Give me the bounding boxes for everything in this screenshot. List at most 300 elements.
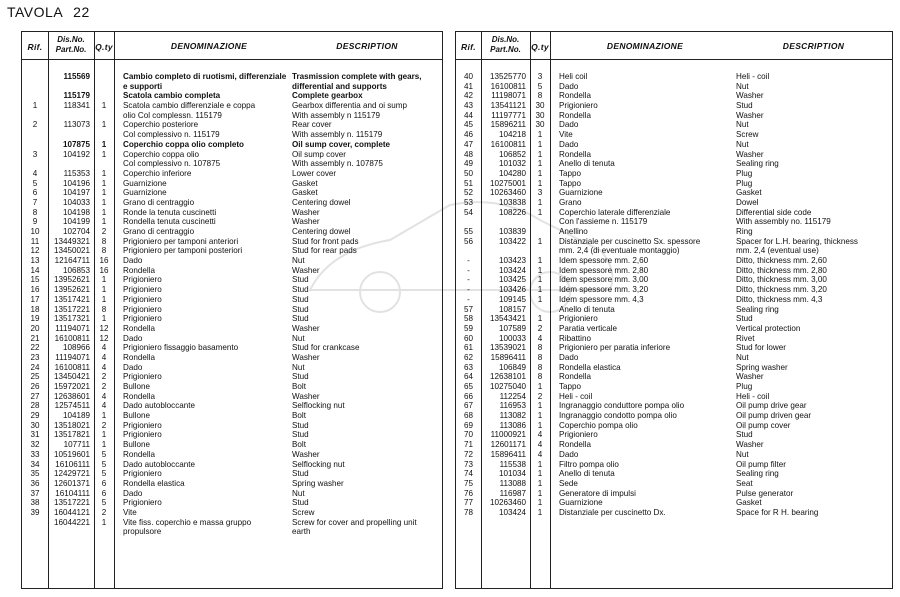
table-row [456,469,892,479]
cell-part: 13518021 [53,420,90,430]
table-row [22,411,442,421]
cell-description: Stud [292,420,309,430]
table-row [456,479,892,489]
cell-qty: 4 [537,440,543,450]
table-row [456,120,892,130]
cell-description: Heli - coil [736,72,770,81]
table-row [456,508,892,518]
cell-part: 16104111 [55,488,90,498]
cell-ref: 25 [30,372,40,382]
right-rows [456,72,892,518]
cell-part: 104218 [498,130,526,140]
cell-description: Spacer for L.H. bearing, thickness [736,236,858,246]
table-row [22,285,442,295]
cell-qty: 4 [537,333,543,343]
cell-part: 16100811 [54,362,90,372]
cell-denominazione: Col complessivo n. 107875 [123,159,221,169]
page-title-number: 22 [73,4,90,20]
table-row [22,498,442,508]
cell-qty: 8 [537,362,543,372]
cell-description: Oil pump driven gear [736,411,812,421]
cell-description: Nut [736,139,749,149]
cell-part: 15896211 [490,120,526,130]
table-row [456,295,892,305]
cell-qty: 2 [101,420,107,430]
cell-description: Nut [292,256,305,266]
cell-qty: 1 [537,149,543,159]
cell-ref: 17 [30,294,40,304]
cell-qty: 1 [537,382,543,391]
cell-part: 104189 [62,411,90,421]
cell-part: 100033 [498,333,526,343]
cell-denominazione: Guarnizione [123,188,167,198]
cell-ref: 73 [463,459,473,469]
cell-qty: 1 [101,440,107,450]
col-dis-top: Dis.No. [491,35,520,44]
cell-description: Ditto, thickness mm. 2,60 [736,256,827,266]
cell-denominazione: Rondella [123,265,155,275]
cell-ref: 14 [30,265,40,275]
cell-description: Nut [292,362,305,372]
cell-denominazione: Idem spessore mm. 2,80 [559,265,649,275]
cell-denominazione: propulsore [123,527,162,537]
table-row [22,72,442,82]
cell-ref: 9 [32,217,38,227]
table-row [22,518,442,528]
cell-ref: 23 [30,352,40,362]
cell-description: Washer [292,217,320,227]
table-row [22,440,442,450]
cell-qty: 8 [537,343,543,353]
col-denominazione: DENOMINAZIONE [606,41,684,51]
cell-ref: 30 [30,420,40,430]
cell-description: Nut [292,488,305,498]
cell-ref: 59 [463,323,473,333]
table-row [456,256,892,266]
cell-description: Ditto, thickness mm. 3,00 [736,275,827,285]
cell-ref: 39 [30,507,40,517]
cell-denominazione: Idem spessore mm. 3,20 [559,285,649,295]
table-row [456,285,892,295]
cell-qty: 4 [101,343,107,353]
cell-qty: 4 [537,430,543,440]
cell-denominazione: Heli - coil [559,391,593,401]
cell-qty: 30 [535,110,545,120]
cell-qty: 1 [101,139,107,149]
table-row [456,440,892,450]
cell-part: 13539021 [489,343,526,353]
cell-part: 101032 [498,159,526,169]
cell-ref: 8 [32,207,38,217]
col-part-bottom: Part.No. [55,45,87,54]
cell-part: 12638601 [53,391,90,401]
table-row [22,217,442,227]
cell-denominazione: mm. 2,4 (di eventuale montaggio) [559,246,680,256]
left-parts-table [21,31,443,589]
cell-part: 113073 [63,120,90,130]
cell-description: Complete gearbox [292,91,363,101]
cell-denominazione: Dado [559,120,579,130]
table-row [22,159,442,169]
cell-description: Gasket [736,498,762,508]
cell-denominazione: Prigioniero per paratia inferiore [559,343,671,353]
cell-qty: 1 [537,265,543,275]
page-title [7,4,100,20]
cell-ref: 76 [463,488,473,498]
cell-ref: 43 [463,101,473,111]
cell-qty: 1 [101,149,107,159]
cell-description: Stud [292,314,309,324]
cell-denominazione: Vite [559,130,573,140]
table-row [22,130,442,140]
cell-denominazione: Prigioniero [123,304,162,314]
cell-ref: 27 [30,391,40,401]
cell-denominazione: Prigioniero [559,101,598,111]
table-row [22,382,442,392]
cell-qty: 3 [537,188,543,198]
cell-qty: 1 [537,478,543,488]
col-description: DESCRIPTION [782,41,845,51]
cell-description: Stud for lower [736,343,786,353]
cell-denominazione: Bullone [123,440,151,450]
cell-denominazione: Sede [559,478,578,488]
cell-ref: 28 [30,401,40,411]
cell-denominazione: Ribattino [559,333,591,343]
cell-description: Screw [736,130,759,140]
cell-part: 12601371 [53,478,90,488]
cell-ref: 31 [30,430,40,440]
cell-description: Heli - coil [736,391,770,401]
table-row [22,246,442,256]
col-partno [48,35,94,55]
cell-description: Ditto, thickness mm. 3,20 [736,285,827,295]
cell-qty: 2 [101,372,107,382]
table-row [456,372,892,382]
cell-denominazione: Distanziale per cuscinetto Sx. spessore [559,236,701,246]
cell-part: 106853 [62,265,90,275]
cell-description: Stud [736,101,753,111]
cell-denominazione: Col complessivo n. 115179 [123,130,220,140]
cell-denominazione: Guarnizione [559,498,603,508]
cell-qty: 1 [101,275,107,285]
cell-denominazione: Dado [559,139,579,149]
cell-description: differential and supports [292,81,387,91]
cell-description: Washer [292,391,320,401]
cell-part: 10275001 [489,178,526,188]
cell-qty: 1 [101,517,107,527]
cell-denominazione: Coperchio posteriore [123,120,199,130]
cell-qty: 30 [535,101,545,111]
cell-description: Stud [292,304,309,314]
cell-description: Plug [736,382,753,391]
table-row [22,91,442,101]
cell-part: 15896411 [490,352,526,362]
table-row [456,266,892,276]
cell-part: 11197771 [491,110,526,120]
cell-description: Stud [292,294,309,304]
cell-description: Selflocking nut [292,459,345,469]
cell-qty: 1 [101,430,107,440]
cell-denominazione: Dado [559,81,579,91]
cell-qty: 1 [101,101,107,111]
cell-qty: 4 [101,362,107,372]
table-row [22,120,442,130]
table-row [456,382,892,392]
cell-denominazione: Tappo [559,382,582,391]
cell-part: 10275040 [489,382,526,391]
cell-part: 16044121 [53,507,90,517]
table-row [456,343,892,353]
cell-part: 10263460 [489,498,526,508]
table-row [456,305,892,315]
cell-qty: 1 [537,178,543,188]
cell-ref: 57 [463,304,473,314]
table-row [22,111,442,121]
table-row [22,489,442,499]
table-row [456,227,892,237]
cell-qty: 5 [101,459,107,469]
cell-ref: 54 [463,207,473,217]
cell-ref: 50 [463,168,473,178]
cell-denominazione: Grano [559,197,582,207]
cell-qty: 1 [537,498,543,508]
cell-ref: 44 [463,110,473,120]
cell-denominazione: Anellino [559,227,588,236]
table-row [22,150,442,160]
cell-description: Selflocking nut [292,401,345,411]
cell-part: 108966 [62,343,90,353]
cell-description: Gasket [292,188,318,198]
table-row [22,392,442,402]
cell-ref: - [467,294,470,304]
cell-ref: 69 [463,420,473,430]
cell-denominazione: Bullone [123,411,151,421]
cell-ref: 4 [32,168,38,178]
table-row [22,314,442,324]
cell-description: Gearbox differentia and oi sump [292,101,408,111]
cell-ref: 78 [463,507,473,517]
cell-ref: 29 [30,411,40,421]
cell-denominazione: Paratia verticale [559,323,618,333]
cell-description: mm. 2,4 (eventual use) [736,246,819,256]
table-row [456,82,892,92]
cell-part: 11194071 [55,323,90,333]
cell-qty: 1 [537,420,543,430]
cell-qty: 1 [101,197,107,207]
cell-description: Sealing ring [736,159,779,169]
cell-description: Screw for cover and propelling unit [292,517,417,527]
cell-ref: 52 [463,188,473,198]
cell-description: Stud for front pads [292,236,359,246]
cell-description: Pulse generator [736,488,794,498]
cell-description: Stud for crankcase [292,343,360,353]
cell-denominazione: Bullone [123,382,151,391]
cell-qty: 1 [537,256,543,266]
cell-qty: 1 [537,168,543,178]
cell-description: Lower cover [292,168,337,178]
table-row [456,246,892,256]
cell-ref: 34 [30,459,40,469]
cell-description: Stud [292,372,309,382]
cell-denominazione: Prigioniero [123,285,162,295]
cell-qty: 1 [101,411,107,421]
cell-description: Centering dowel [292,227,351,236]
cell-ref: 5 [32,178,38,188]
cell-qty: 1 [537,507,543,517]
cell-description: Nut [736,352,749,362]
cell-part: 104280 [498,168,526,178]
cell-qty: 2 [101,507,107,517]
cell-part: 11000921 [490,430,526,440]
cell-qty: 1 [537,197,543,207]
cell-ref: 77 [463,498,473,508]
cell-part: 13952621 [53,285,90,295]
cell-denominazione: Rondella tenuta cuscinetti [123,217,216,227]
cell-qty: 1 [101,120,107,130]
cell-qty: 4 [537,449,543,459]
table-row [456,130,892,140]
cell-qty: 1 [537,469,543,479]
cell-qty: 1 [101,285,107,295]
cell-ref: 18 [30,304,40,314]
table-row [22,363,442,373]
cell-denominazione: Prigioniero [123,469,162,479]
cell-description: Dowel [736,197,759,207]
cell-ref: - [467,275,470,285]
cell-part: 108226 [498,207,526,217]
table-row [22,101,442,111]
table-row [456,188,892,198]
table-row [22,421,442,431]
cell-denominazione: Rondella elastica [559,362,621,372]
table-row [456,179,892,189]
cell-qty: 1 [537,139,543,149]
cell-ref: 64 [463,372,473,382]
cell-qty: 1 [537,285,543,295]
cell-ref: 20 [30,323,40,333]
cell-description: Trasmission complete with gears, [292,72,422,81]
cell-qty: 8 [101,304,107,314]
table-row [456,430,892,440]
table-row [456,489,892,499]
cell-part: 13449321 [53,236,90,246]
cell-qty: 16 [99,265,109,275]
cell-ref: 2 [32,120,38,130]
cell-part: 115179 [63,91,90,101]
cell-denominazione: Anello di tenuta [559,469,615,479]
cell-denominazione: Anello di tenuta [559,159,615,169]
cell-description: Nut [736,81,749,91]
cell-part: 103839 [498,227,526,236]
cell-ref: 26 [30,382,40,391]
table-row [456,392,892,402]
cell-part: 13525770 [489,72,526,81]
cell-part: 12601171 [490,440,526,450]
col-part-bottom: Part.No. [490,45,521,54]
cell-qty: 1 [537,401,543,411]
cell-part: 15896411 [490,449,526,459]
table-row [456,334,892,344]
cell-denominazione: Dado [559,352,579,362]
cell-part: 13517421 [53,294,90,304]
table-row [22,275,442,285]
cell-part: 13952621 [53,275,90,285]
cell-part: 15972021 [53,382,90,391]
cell-ref: - [467,256,470,266]
cell-part: 115538 [499,459,526,469]
right-parts-table [455,31,893,589]
cell-part: 103425 [498,275,526,285]
cell-description: Vertical protection [736,323,801,333]
cell-denominazione: Coperchio laterale differenziale [559,207,671,217]
cell-part: 103424 [498,507,526,517]
cell-ref: 60 [463,333,473,343]
table-row [456,91,892,101]
cell-denominazione: Ingranaggio condotto pompa olio [559,411,677,421]
cell-denominazione: Dado autobloccante [123,459,195,469]
cell-denominazione: Prigioniero per tamponi anteriori [123,236,239,246]
table-row [22,295,442,305]
table-row [22,508,442,518]
cell-part: 104198 [62,207,90,217]
cell-part: 10263460 [489,188,526,198]
cell-denominazione: Anello di tenuta [559,304,615,314]
cell-part: 12574511 [54,401,90,411]
cell-part: 113088 [499,478,526,488]
cell-description: Washer [292,352,320,362]
cell-part: 113082 [499,411,526,421]
cell-qty: 5 [101,469,107,479]
cell-part: 112254 [499,391,526,401]
cell-denominazione: Filtro pompa olio [559,459,619,469]
cell-description: Space for R H. bearing [736,507,819,517]
cell-qty: 8 [101,236,107,246]
cell-description: Stud [292,469,309,479]
cell-ref: 3 [32,149,38,159]
cell-description: Bolt [292,411,306,421]
cell-ref: 45 [463,120,473,130]
cell-denominazione: Coperchio inferiore [123,168,192,178]
cell-description: Stud for rear pads [292,246,357,256]
cell-ref: 41 [463,81,473,91]
cell-description: Oil pump drive gear [736,401,807,411]
table-row [456,460,892,470]
table-row [22,305,442,315]
cell-description: Bolt [292,382,306,391]
cell-ref: 11 [30,236,40,246]
cell-denominazione: Scatola cambio differenziale e coppa [123,101,256,111]
cell-part: 103422 [498,236,526,246]
cell-part: 104192 [62,149,90,159]
table-row [22,82,442,92]
cell-part: 103838 [498,197,526,207]
cell-qty: 1 [101,178,107,188]
cell-denominazione: Grano di centraggio [123,197,195,207]
cell-denominazione: Cambio completo di ruotismi, differenziale [123,72,287,81]
cell-denominazione: Rondella [123,449,155,459]
cell-description: Washer [292,207,320,217]
cell-part: 11198071 [491,91,526,101]
col-rif: Rif. [461,42,476,52]
cell-ref: 68 [463,411,473,421]
table-row [456,401,892,411]
cell-part: 104196 [62,178,90,188]
table-row [22,372,442,382]
cell-ref: 49 [463,159,473,169]
cell-ref: 55 [463,227,473,236]
cell-denominazione: Prigioniero [123,498,162,508]
table-row [22,237,442,247]
